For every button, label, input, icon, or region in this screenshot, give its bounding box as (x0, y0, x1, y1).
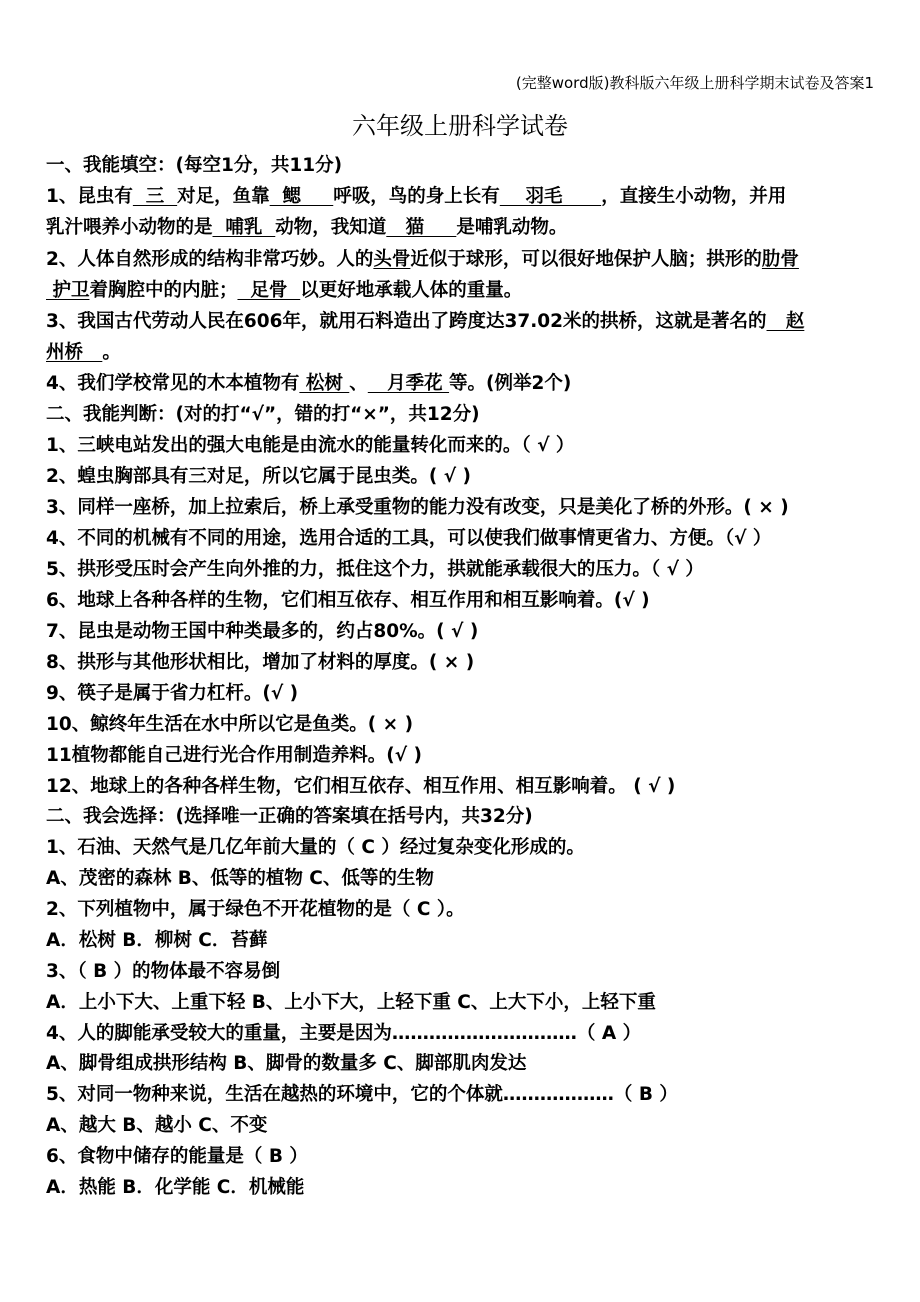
choice-q2-options: A．松树 B．柳树 C．苔藓 (46, 930, 268, 951)
q1b-answer-1: 哺乳 (212, 217, 276, 238)
q1b-text-1: 乳汁喂养小动物的是 (46, 217, 213, 238)
q1-answer-2: 鳃 (269, 186, 334, 207)
q3b-answer-1: 州桥 (46, 342, 103, 363)
choice-q1: 1、石油、天然气是几亿年前大量的（ C ）经过复杂变化形成的。 (46, 837, 585, 858)
q3-answer-1: 赵 (766, 311, 805, 332)
q4-answer-2: 月季花 (367, 373, 450, 394)
judge-item-1: 1、三峡电站发出的强大电能是由流水的能量转化而来的。（ √ ） (46, 435, 575, 456)
judge-item-6: 6、地球上各种各样的生物，它们相互依存、相互作用和相互影响着。(√ ) (46, 590, 650, 611)
q2-answer-1: 头骨 (373, 249, 411, 270)
q2b-text-1: 着胸腔中的内脏； (89, 280, 238, 301)
judge-item-4: 4、不同的机械有不同的用途，选用合适的工具，可以使我们做事情更省力、方便。（√ ） (46, 528, 772, 549)
page-header: (完整word版)教科版六年级上册科学期末试卷及答案1 (515, 74, 874, 92)
q2b-answer-1: 护卫 (46, 280, 90, 301)
q2-text-2: 近似于球形，可以很好地保护人脑；拱形的 (410, 249, 762, 270)
q2-answer-2: 肋骨 (761, 249, 799, 270)
page-title: 六年级上册科学试卷 (352, 112, 568, 140)
section1-heading: 一、我能填空：(每空1分，共11分) (46, 155, 343, 176)
q1-text-4: ，直接生小动物，并用 (601, 186, 787, 207)
fill-q2 (46, 245, 799, 271)
q1-text-3: 呼吸，鸟的身上长有 (333, 186, 500, 207)
q4-text-3: 等。(例举2个) (449, 373, 572, 394)
q3-text-1: 3、我国古代劳动人民在606年，就用石料造出了跨度达37.02米的拱桥，这就是著名的 (46, 311, 767, 332)
choice-q6-options: A．热能 B．化学能 C．机械能 (46, 1177, 305, 1198)
q2b-answer-2: 足骨 (237, 280, 301, 301)
q1b-text-2: 动物，我知道 (275, 217, 387, 238)
fill-q3-continued (46, 338, 121, 364)
choice-q1-options: A、茂密的森林 B、低等的植物 C、低等的生物 (46, 868, 434, 889)
judge-item-3: 3、同样一座桥，加上拉索后，桥上承受重物的能力没有改变，只是美化了桥的外形。( × ) (46, 497, 789, 518)
q3b-text-1: 。 (102, 342, 121, 363)
fill-q4 (46, 369, 571, 395)
q4-answer-1: 松树 (299, 373, 350, 394)
choice-q5-options: A、越大 B、越小 C、不变 (46, 1115, 268, 1136)
q1b-text-3: 是哺乳动物。 (456, 217, 568, 238)
section2-heading: 二、我能判断：(对的打“√”，错的打“×”，共12分) (46, 404, 480, 425)
q1-answer-3: 羽毛 (499, 186, 602, 207)
judge-item-10: 10、鲸终年生活在水中所以它是鱼类。( × ) (46, 714, 414, 735)
q1-text-2: 对足，鱼靠 (177, 186, 270, 207)
q2-text-1: 2、人体自然形成的结构非常巧妙。人的 (46, 249, 374, 270)
fill-q1-continued (46, 213, 567, 239)
fill-q2-continued (46, 276, 522, 302)
judge-item-5: 5、拱形受压时会产生向外推的力，抵住这个力，拱就能承载很大的压力。（ √ ） (46, 559, 704, 580)
q4-text-2: 、 (349, 373, 368, 394)
q1b-answer-2: 猫 (386, 217, 457, 238)
judge-item-2: 2、蝗虫胸部具有三对足，所以它属于昆虫类。( √ ) (46, 466, 472, 487)
judge-item-11: 11植物都能自己进行光合作用制造养料。(√ ) (46, 745, 422, 766)
watermark: www.zixin.com.cn (460, 601, 839, 654)
q4-text-1: 4、我们学校常见的木本植物有 (46, 373, 300, 394)
choice-q4-options: A、脚骨组成拱形结构 B、脚骨的数量多 C、脚部肌肉发达 (46, 1053, 527, 1074)
choice-q5: 5、对同一物种来说，生活在越热的环境中，它的个体就………………（ B ） (46, 1084, 678, 1105)
choice-q6: 6、食物中储存的能量是（ B ） (46, 1146, 308, 1167)
choice-q4: 4、人的脚能承受较大的重量，主要是因为…………………………（ A ） (46, 1023, 642, 1044)
q1-answer-1: 三 (132, 186, 178, 207)
judge-item-9: 9、筷子是属于省力杠杆。(√ ) (46, 683, 299, 704)
choice-q3: 3、（ B ）的物体最不容易倒 (46, 961, 281, 982)
q1-text-1: 1、昆虫有 (46, 186, 133, 207)
judge-item-8: 8、拱形与其他形状相比，增加了材料的厚度。( × ) (46, 652, 475, 673)
judge-item-12: 12、地球上的各种各样生物，它们相互依存、相互作用、相互影响着。 ( √ ) (46, 776, 676, 797)
choice-q2: 2、下列植物中，属于绿色不开花植物的是（ C ）。 (46, 899, 465, 920)
fill-q3 (46, 307, 804, 333)
choice-q3-options: A．上小下大、上重下轻 B、上小下大，上轻下重 C、上大下小，上轻下重 (46, 992, 656, 1013)
q2b-text-2: 以更好地承载人体的重量。 (300, 280, 523, 301)
fill-q1 (46, 182, 786, 208)
judge-item-7: 7、昆虫是动物王国中种类最多的，约占80%。( √ ) (46, 621, 479, 642)
section3-heading: 二、我会选择：(选择唯一正确的答案填在括号内，共32分) (46, 806, 533, 827)
